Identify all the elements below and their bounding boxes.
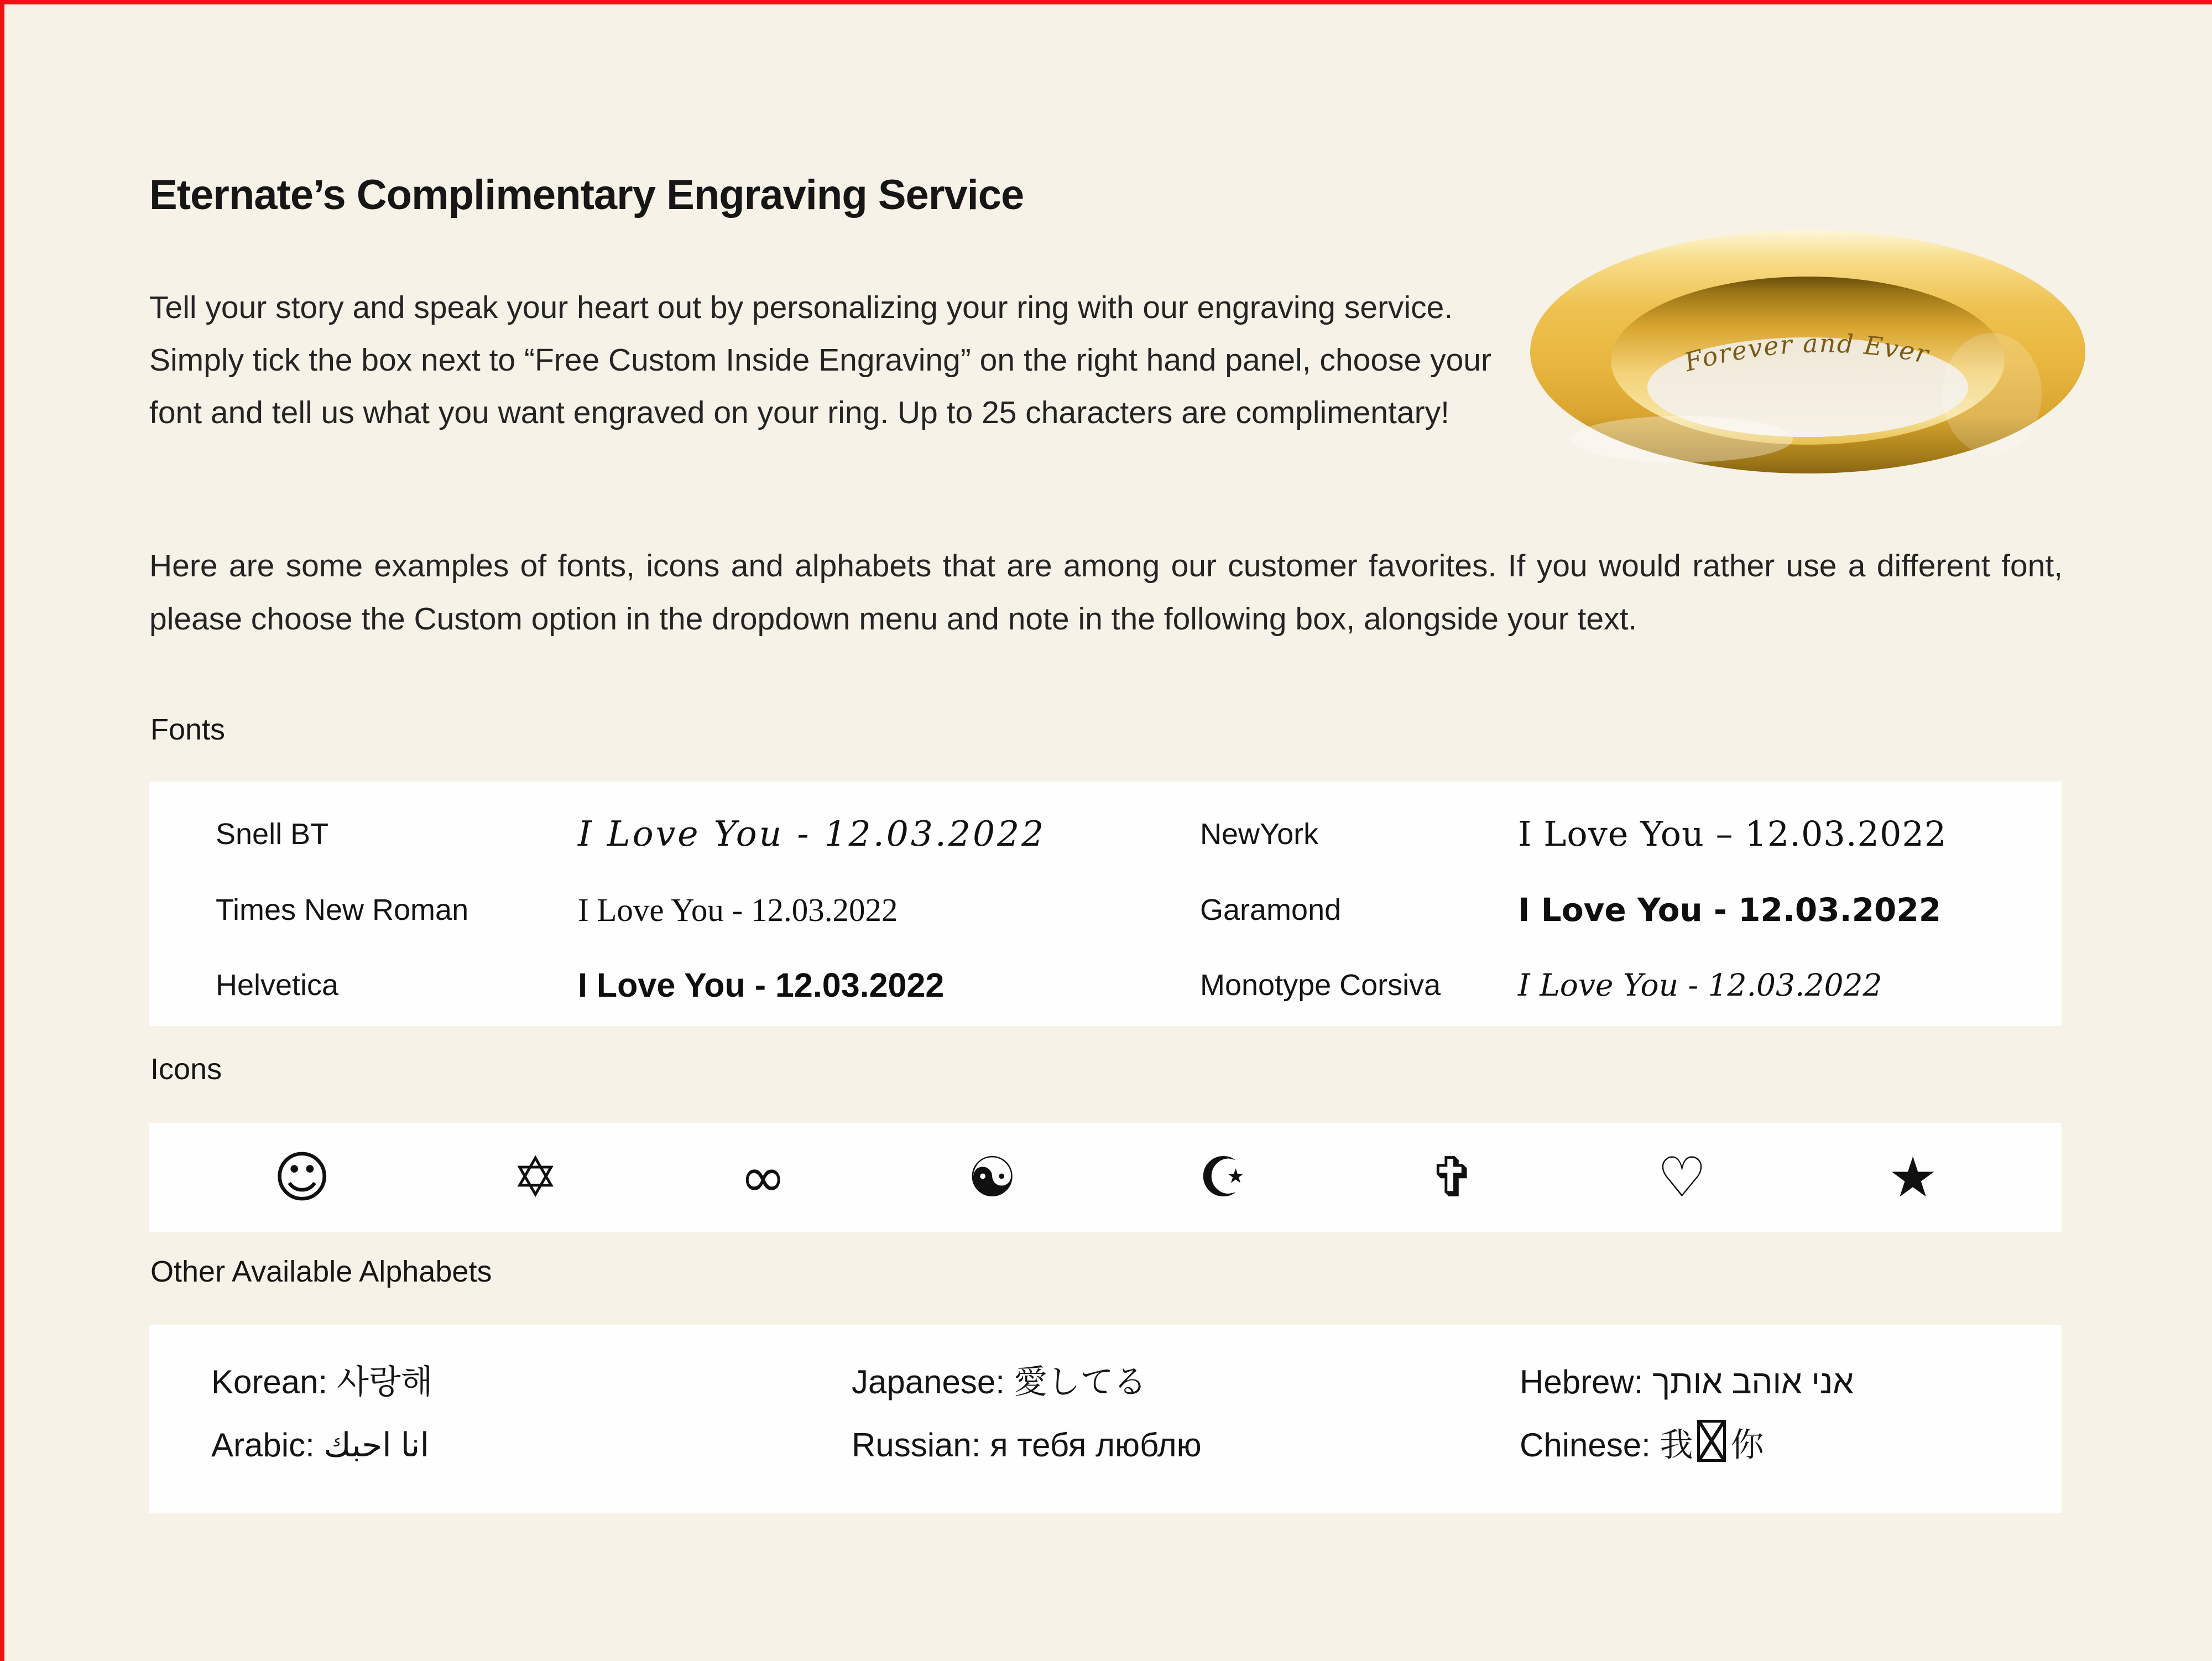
- font-name: NewYork: [1200, 818, 1319, 851]
- alphabet-sample-text: אני אוהב אותך: [1652, 1363, 1854, 1400]
- cross-icon: ✞: [1429, 1145, 1476, 1210]
- font-sample-times-new-roman: I Love You - 12.03.2022: [578, 892, 898, 928]
- icons-panel: [149, 1123, 2062, 1232]
- alphabet-sample-text: 你: [1730, 1426, 1764, 1464]
- alphabet-hebrew: [1520, 1357, 1854, 1408]
- alphabet-sample-text: انا احبك: [324, 1426, 430, 1464]
- alphabets-panel: [149, 1325, 2062, 1513]
- heart-outline-icon: ♡: [1657, 1145, 1707, 1210]
- alphabet-sample-text: 我: [1660, 1426, 1693, 1464]
- alphabet-korean: [211, 1357, 433, 1408]
- alphabets-section-label: Other Available Alphabets: [150, 1255, 492, 1288]
- font-name: Garamond: [1200, 893, 1342, 926]
- ring-engraving-text: Forever and Ever: [1681, 328, 1932, 378]
- alphabet-language-label: Russian:: [852, 1426, 981, 1464]
- font-sample-helvetica: I Love You - 12.03.2022: [578, 966, 945, 1004]
- font-sample-garamond: I Love You - 12.03.2022: [1518, 891, 1942, 929]
- alphabet-sample-text: 愛してる: [1014, 1363, 1147, 1400]
- ring-illustration: [1522, 228, 2094, 478]
- fonts-panel: [149, 782, 2062, 1026]
- note-paragraph: Here are some examples of fonts, icons and alphabets that are among our customer favorites. If you would rather use a different font, please choose the Custom option in the dropdown menu and note in the following box, alongside your text.: [149, 548, 2063, 637]
- font-name: Helvetica: [216, 969, 339, 1002]
- font-sample-snell-bt: I Love You - 12.03.2022: [578, 814, 1046, 854]
- font-sample-newyork: I Love You – 12.03.2022: [1518, 814, 1947, 854]
- alphabet-language-label: Arabic:: [211, 1426, 315, 1464]
- left-edge-accent: [0, 0, 4, 1661]
- font-name: Monotype Corsiva: [1200, 969, 1441, 1002]
- alphabet-arabic: [211, 1420, 429, 1471]
- star-icon: ★: [1888, 1145, 1938, 1210]
- alphabet-language-label: Hebrew:: [1520, 1363, 1644, 1400]
- page-title: Eternate’s Complimentary Engraving Service: [149, 171, 1024, 218]
- yin-yang-icon: ☯: [967, 1145, 1018, 1210]
- top-edge-accent: [0, 0, 2212, 4]
- gold-ring-image: [1522, 228, 2094, 478]
- smiley-face-icon: ☺: [273, 1145, 331, 1210]
- font-sample-monotype-corsiva: I Love You - 12.03.2022: [1518, 967, 1882, 1003]
- fonts-section-label: Fonts: [150, 713, 226, 746]
- alphabet-sample-text: я тебя люблю: [990, 1426, 1202, 1464]
- star-of-david-icon: ✡: [512, 1145, 559, 1210]
- alphabet-japanese: [852, 1357, 1147, 1408]
- alphabet-language-label: Japanese:: [852, 1363, 1005, 1400]
- alphabet-language-label: Chinese:: [1520, 1426, 1651, 1464]
- alphabet-sample-text: 사랑해: [336, 1363, 433, 1400]
- missing-glyph-box: [1697, 1420, 1726, 1462]
- alphabet-language-label: Korean:: [211, 1363, 328, 1400]
- infinity-icon: ∞: [740, 1145, 786, 1210]
- font-name: Snell BT: [216, 818, 329, 851]
- intro-paragraph: Tell your story and speak your heart out by personalizing your ring with our engraving service. Simply tick the box next to “Free Custom Inside Engraving” on the right hand panel, choose your font and tell us what you want engraved on your ring. Up to 25 characters are complimentary!: [149, 290, 1491, 430]
- ring-highlight-right: [1942, 333, 2042, 455]
- font-name: Times New Roman: [216, 893, 469, 926]
- alphabet-russian: [852, 1420, 1202, 1471]
- star-and-crescent-icon: ☪: [1198, 1145, 1248, 1210]
- alphabet-chinese: [1520, 1420, 1764, 1471]
- ring-highlight: [1572, 416, 1793, 462]
- icons-section-label: Icons: [150, 1053, 222, 1086]
